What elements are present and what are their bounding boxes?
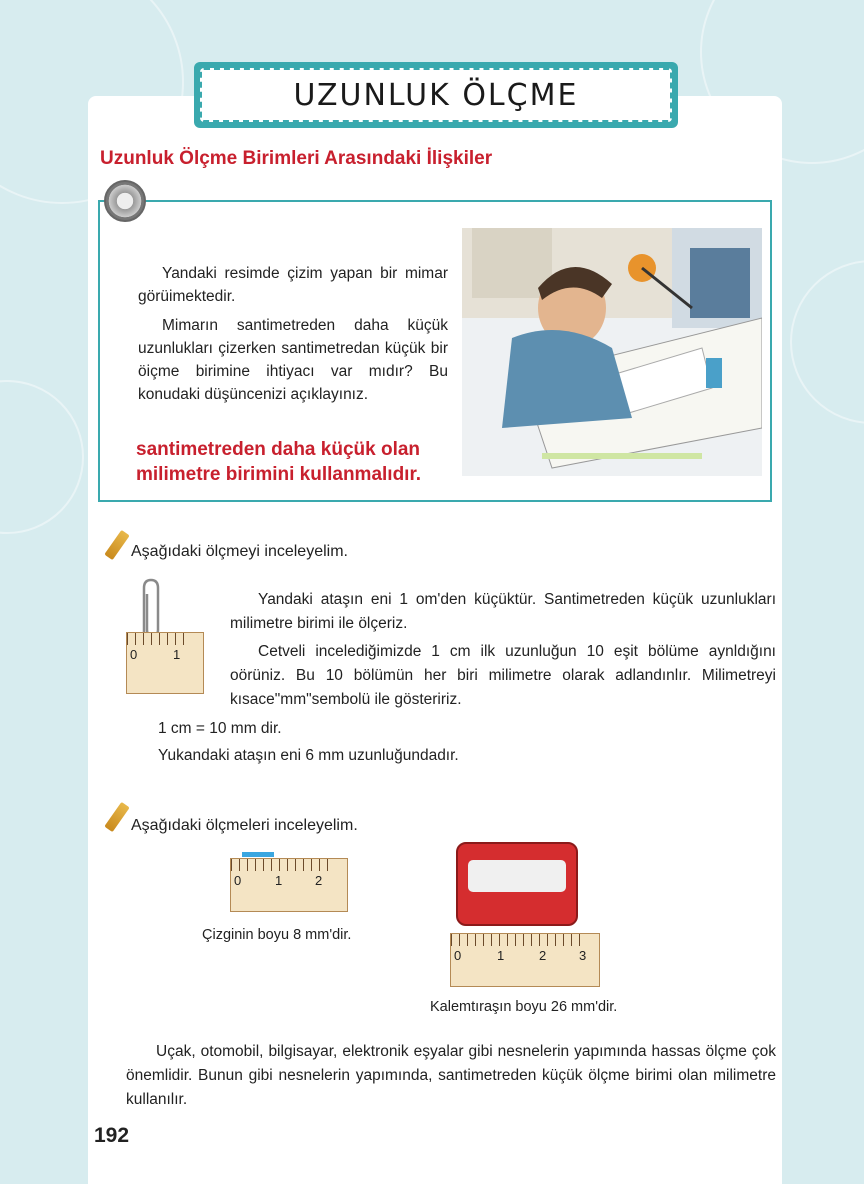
background-swirl bbox=[790, 260, 864, 424]
intro-text bbox=[138, 262, 448, 412]
architect-illustration bbox=[462, 228, 762, 476]
section1-paragraph2: Cetveli incelediğimizde 1 cm ilk uzunluğun 10 eşit bölüme aynldığını oörüniz. Bu 10 bölümün her biri milimetre olarak adlandınlır. Milimetreyi kısace"mm"sembolü ile gösteririz. bbox=[230, 643, 776, 708]
ruler-label: 1 bbox=[173, 647, 181, 662]
ruler-label: 1 bbox=[497, 948, 505, 963]
ruler-label: 1 bbox=[275, 873, 283, 888]
paperclip-icon bbox=[134, 578, 164, 640]
target-icon bbox=[104, 180, 146, 222]
ruler-label: 0 bbox=[454, 948, 462, 963]
ruler-label: 3 bbox=[579, 948, 587, 963]
ruler-label: 0 bbox=[130, 647, 138, 662]
intro-question: Mimarın santimetreden daha küçük uzunlukları çizerken santimetredan küçük bir öiçme birimine ihtiyacı var mıdır? Bu konudaki düşüncenizi açıklayınız. bbox=[138, 317, 448, 403]
measured-line bbox=[242, 852, 274, 857]
caption-sharpener-length: Kalemtıraşın boyu 26 mm'dir. bbox=[430, 999, 618, 1015]
ruler-label: 0 bbox=[234, 873, 242, 888]
page-title: UZUNLUK ÖLÇME bbox=[200, 68, 672, 122]
ruler-small bbox=[126, 632, 204, 694]
section1-paragraph1: Yandaki ataşın eni 1 om'den küçüktür. Santimetreden küçük uzunlukları milimetre birimi ile ölçeriz. bbox=[230, 591, 776, 632]
section2-heading: Aşağıdaki ölçmeleri inceleyelim. bbox=[131, 817, 358, 834]
handwritten-answer bbox=[136, 437, 421, 487]
ruler-label: 2 bbox=[315, 873, 323, 888]
answer-line: santimetreden daha küçük olan bbox=[136, 439, 421, 460]
background-swirl bbox=[0, 380, 84, 534]
architect-drawing bbox=[462, 228, 762, 476]
caption-line-length: Çizginin boyu 8 mm'dir. bbox=[202, 927, 352, 943]
page-number: 192 bbox=[94, 1124, 130, 1147]
ruler-sharpener bbox=[450, 933, 600, 987]
title-banner bbox=[194, 62, 678, 128]
ruler-ticks bbox=[127, 633, 189, 645]
closing-paragraph: Uçak, otomobil, bilgisayar, elektronik eşyalar gibi nesnelerin yapımında hassas ölçme çok önemlidir. Bunun gibi nesnelerin yapımında, santimetreden küçük ölçme birimi olan milimetre kullanılır. bbox=[126, 1043, 776, 1108]
answer-line: milimetre birimini kullanmalıdır. bbox=[136, 464, 422, 485]
ruler-line bbox=[230, 858, 348, 912]
section-subtitle: Uzunluk Ölçme Birimleri Arasındaki İlişkiler bbox=[100, 148, 493, 169]
ruler-label: 2 bbox=[539, 948, 547, 963]
unit-equation: 1 cm = 10 mm dir. bbox=[158, 720, 282, 737]
pencil-sharpener-image bbox=[456, 842, 578, 926]
ruler-ticks bbox=[231, 859, 333, 871]
ruler-ticks bbox=[451, 934, 585, 946]
section1-result: Yukandaki ataşın eni 6 mm uzunluğundadır. bbox=[158, 747, 459, 764]
intro-paragraph: Yandaki resimde çizim yapan bir mimar görüimektedir. bbox=[138, 265, 448, 305]
section1-heading: Aşağıdaki ölçmeyi inceleyelim. bbox=[131, 543, 348, 560]
sharpener-blade bbox=[468, 860, 566, 892]
